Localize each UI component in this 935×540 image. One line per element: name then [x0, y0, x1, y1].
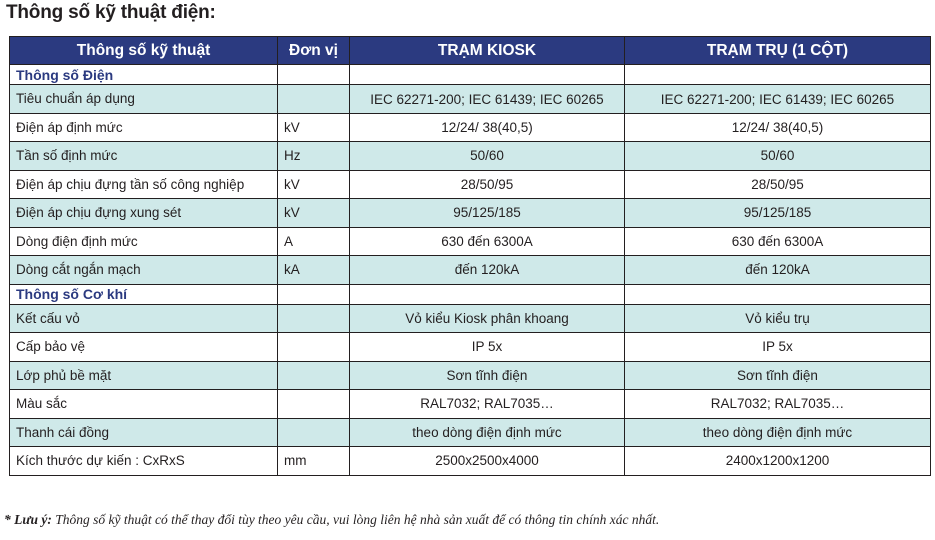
- param-cell: Dòng cắt ngắn mạch: [10, 256, 278, 285]
- kiosk-cell: [350, 85, 625, 114]
- pole-cell: IP 5x: [625, 333, 931, 362]
- kiosk-cell: theo dòng điện định mức: [350, 418, 625, 447]
- table-row: [10, 418, 931, 447]
- param-cell: Màu sắc: [10, 390, 278, 419]
- kiosk-cell: 28/50/95: [350, 170, 625, 199]
- table-row: [10, 390, 931, 419]
- pole-cell: Vỏ kiểu trụ: [625, 304, 931, 333]
- pole-value: IEC 62271-200; IEC 61439; IEC 60265: [660, 92, 895, 108]
- pole-cell: 50/60: [625, 142, 931, 171]
- unit-cell: kA: [278, 256, 350, 285]
- pole-cell: đến 120kA: [625, 256, 931, 285]
- kiosk-cell: 50/60: [350, 142, 625, 171]
- section-row-electrical: [10, 65, 931, 85]
- pole-cell: Sơn tĩnh điện: [625, 361, 931, 390]
- kiosk-cell: 95/125/185: [350, 199, 625, 228]
- unit-cell: A: [278, 227, 350, 256]
- unit-cell: [278, 333, 350, 362]
- param-cell: Điện áp định mức: [10, 113, 278, 142]
- kiosk-cell: 630 đến 6300A: [350, 227, 625, 256]
- unit-cell: kV: [278, 199, 350, 228]
- unit-cell: Hz: [278, 142, 350, 171]
- kiosk-cell: RAL7032; RAL7035…: [350, 390, 625, 419]
- table-row: [10, 256, 931, 285]
- pole-cell: 2400x1200x1200: [625, 447, 931, 476]
- table-row: [10, 447, 931, 476]
- kiosk-cell: đến 120kA: [350, 256, 625, 285]
- table-row: [10, 113, 931, 142]
- footnote: [4, 512, 659, 528]
- pole-cell: 12/24/ 38(40,5): [625, 113, 931, 142]
- header-pole: TRẠM TRỤ (1 CỘT): [625, 37, 931, 65]
- table-row: [10, 142, 931, 171]
- table-row: [10, 361, 931, 390]
- param-cell: Kích thước dự kiến : CxRxS: [10, 447, 278, 476]
- header-param: Thông số kỹ thuật: [10, 37, 278, 65]
- footnote-text: Thông số kỹ thuật có thể thay đổi tùy theo yêu cầu, vui lòng liên hệ nhà sản xuất để có thông tin chính xác nhất.: [51, 512, 660, 527]
- table-row: [10, 227, 931, 256]
- pole-cell: 95/125/185: [625, 199, 931, 228]
- param-cell: Thanh cái đồng: [10, 418, 278, 447]
- pole-cell: theo dòng điện định mức: [625, 418, 931, 447]
- pole-cell: [625, 85, 931, 114]
- pole-cell: 28/50/95: [625, 170, 931, 199]
- kiosk-value: IEC 62271-200; IEC 61439; IEC 60265: [370, 92, 604, 108]
- unit-cell: [278, 361, 350, 390]
- param-cell: Điện áp chịu đựng tần số công nghiệp: [10, 170, 278, 199]
- section-label-electrical: Thông số Điện: [16, 66, 114, 83]
- table-row: [10, 333, 931, 362]
- unit-cell: [278, 85, 350, 114]
- param-cell: Dòng điện định mức: [10, 227, 278, 256]
- section-label-mechanical: Thông số Cơ khí: [16, 286, 128, 302]
- header-kiosk: TRẠM KIOSK: [350, 37, 625, 65]
- param-cell: Lớp phủ bề mặt: [10, 361, 278, 390]
- kiosk-cell: 2500x2500x4000: [350, 447, 625, 476]
- unit-cell: mm: [278, 447, 350, 476]
- unit-cell: [278, 304, 350, 333]
- table-row: [10, 85, 931, 114]
- unit-cell: [278, 390, 350, 419]
- param-cell: Cấp bảo vệ: [10, 333, 278, 362]
- footnote-prefix: * Lưu ý:: [4, 512, 52, 527]
- kiosk-cell: IP 5x: [350, 333, 625, 362]
- pole-cell: RAL7032; RAL7035…: [625, 390, 931, 419]
- header-unit: Đơn vị: [278, 37, 350, 65]
- param-cell: Kết cấu vỏ: [10, 304, 278, 333]
- spec-table: [9, 36, 931, 476]
- kiosk-cell: Vỏ kiểu Kiosk phân khoang: [350, 304, 625, 333]
- table-header-row: [10, 37, 931, 65]
- pole-cell: 630 đến 6300A: [625, 227, 931, 256]
- page-title: Thông số kỹ thuật điện:: [6, 2, 216, 23]
- kiosk-cell: Sơn tĩnh điện: [350, 361, 625, 390]
- section-row-mechanical: [10, 284, 931, 304]
- unit-cell: kV: [278, 170, 350, 199]
- unit-cell: kV: [278, 113, 350, 142]
- param-cell: Điện áp chịu đựng xung sét: [10, 199, 278, 228]
- table-row: [10, 199, 931, 228]
- table-row: [10, 304, 931, 333]
- kiosk-cell: 12/24/ 38(40,5): [350, 113, 625, 142]
- table-row: [10, 170, 931, 199]
- unit-cell: [278, 418, 350, 447]
- param-cell: Tần số định mức: [10, 142, 278, 171]
- param-cell: Tiêu chuẩn áp dụng: [10, 85, 278, 114]
